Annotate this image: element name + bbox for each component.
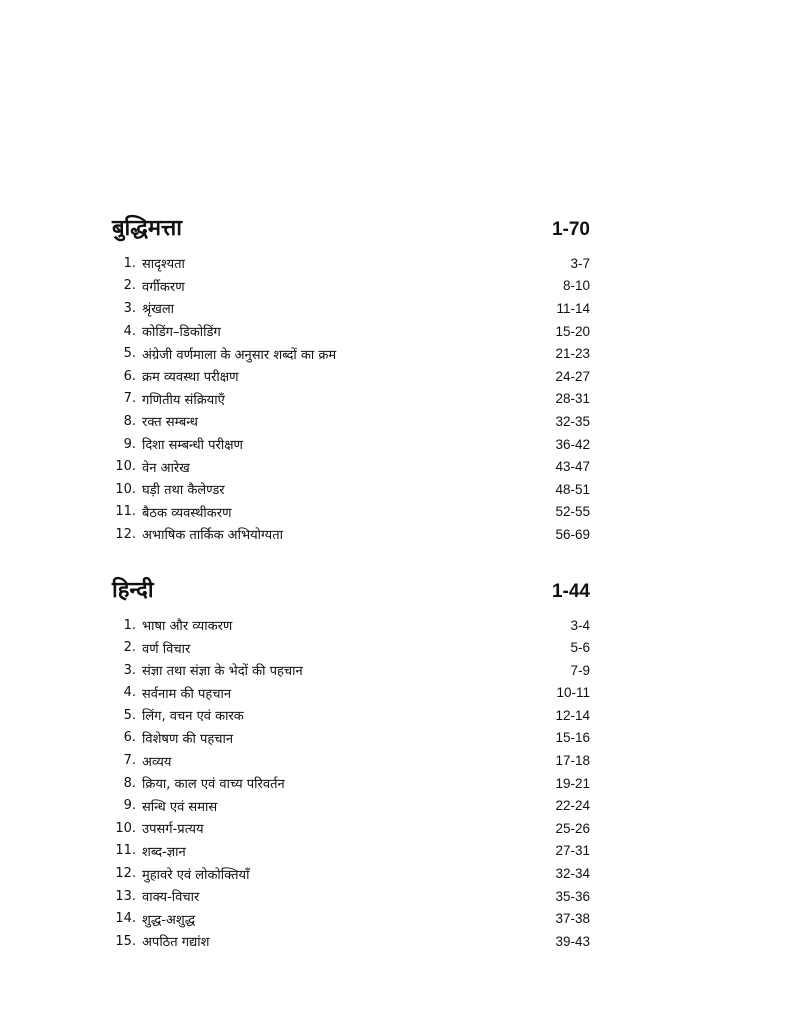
entry-pages: 24-27	[555, 368, 590, 384]
entry-number: 7.	[123, 753, 136, 769]
entry-pages: 11-14	[556, 300, 590, 316]
entry-pages: 37-38	[555, 911, 590, 927]
entry-title: सादृश्यता	[142, 257, 185, 273]
toc-entry[interactable]	[112, 749, 590, 772]
entry-pages: 27-31	[555, 843, 590, 859]
entry-title: विशेषण की पहचान	[142, 731, 234, 747]
entry-pages: 21-23	[555, 346, 590, 362]
entry-title: सन्धि एवं समास	[142, 799, 218, 815]
entry-pages: 12-14	[555, 707, 590, 723]
toc-entry[interactable]	[112, 342, 590, 365]
entry-pages: 36-42	[555, 436, 590, 452]
entry-title: उपसर्ग-प्रत्यय	[142, 822, 204, 838]
entry-title: अभाषिक तार्किक अभियोग्यता	[142, 528, 283, 544]
entry-number: 10.	[115, 459, 136, 475]
entry-pages: 43-47	[555, 459, 590, 475]
entry-pages: 22-24	[555, 798, 590, 814]
toc-entry[interactable]	[112, 659, 590, 682]
entry-title: सर्वनाम की पहचान	[142, 686, 232, 702]
entry-title: शुद्ध-अशुद्ध	[142, 912, 196, 928]
entry-pages: 19-21	[555, 775, 590, 791]
entry-pages: 25-26	[555, 820, 590, 836]
entry-pages: 15-20	[555, 323, 590, 339]
entry-pages: 56-69	[555, 526, 590, 542]
toc-entry[interactable]	[112, 252, 590, 275]
entry-pages: 32-35	[555, 413, 590, 429]
entry-number: 3.	[123, 662, 136, 678]
toc-entry[interactable]	[112, 614, 590, 637]
entry-number: 5.	[123, 707, 136, 723]
entry-number: 14.	[115, 911, 136, 927]
section-page-range: 1-44	[551, 580, 590, 602]
entry-pages: 17-18	[555, 753, 590, 769]
toc-entry[interactable]	[112, 794, 590, 817]
entry-title: वर्गीकरण	[142, 279, 185, 295]
entry-title: भाषा और व्याकरण	[142, 619, 233, 635]
entry-number: 9.	[123, 798, 136, 814]
entry-number: 9.	[123, 436, 136, 452]
entry-number: 10.	[115, 820, 136, 836]
toc-entry[interactable]	[112, 320, 590, 343]
entry-title: अव्यय	[142, 754, 172, 770]
entry-number: 1.	[123, 617, 136, 633]
toc-entry[interactable]	[112, 930, 590, 953]
toc-entry[interactable]	[112, 297, 590, 320]
toc-entry[interactable]	[112, 907, 590, 930]
section-page-range: 1-70	[551, 219, 590, 240]
toc-entry[interactable]	[112, 275, 590, 298]
entry-pages: 3-7	[570, 255, 590, 271]
entry-pages: 7-9	[570, 662, 590, 678]
entry-title: शब्द-ज्ञान	[142, 844, 186, 860]
section-title: बुद्धिमत्ता	[112, 216, 182, 241]
toc-entry[interactable]	[112, 817, 590, 840]
toc-entry[interactable]	[112, 523, 590, 546]
entry-number: 7.	[123, 391, 136, 407]
entry-title: संज्ञा तथा संज्ञा के भेदों की पहचान	[142, 664, 303, 680]
entry-title: मुहावरे एवं लोकोक्तियाँ	[142, 867, 250, 883]
entry-pages: 32-34	[555, 866, 590, 882]
entry-number: 3.	[123, 300, 136, 316]
entry-number: 6.	[123, 368, 136, 384]
entry-pages: 8-10	[562, 278, 590, 294]
entry-number: 4.	[123, 323, 136, 339]
entry-number: 1.	[123, 255, 136, 271]
entry-pages: 48-51	[555, 481, 590, 497]
entry-title: बैठक व्यवस्थीकरण	[142, 505, 232, 521]
entry-title: अंग्रेजी वर्णमाला के अनुसार शब्दों का क्रम	[142, 347, 337, 363]
entry-title: वाक्य-विचार	[142, 890, 200, 906]
entry-title: कोडिंग–डिकोडिंग	[142, 325, 221, 341]
entry-title: घड़ी तथा कैलेण्डर	[142, 483, 225, 499]
entry-title: क्रिया, काल एवं वाच्य परिवर्तन	[142, 777, 285, 793]
entry-pages: 39-43	[555, 933, 590, 949]
entry-list	[112, 614, 590, 953]
section-title: हिन्दी	[112, 577, 154, 603]
entry-title: वेन आरेख	[142, 460, 190, 476]
toc-entry[interactable]	[112, 410, 590, 433]
entry-number: 13.	[115, 888, 136, 904]
entry-list	[112, 252, 590, 546]
entry-number: 4.	[123, 685, 136, 701]
entry-number: 15.	[115, 933, 136, 949]
entry-number: 10.	[115, 481, 136, 497]
section-header	[112, 212, 590, 252]
toc-section	[112, 574, 590, 953]
entry-title: अपठित गद्यांश	[142, 935, 210, 951]
entry-number: 11.	[115, 843, 136, 859]
toc-entry[interactable]	[112, 862, 590, 885]
entry-title: श्रृंखला	[142, 302, 175, 318]
entry-title: क्रम व्यवस्था परीक्षण	[142, 370, 239, 386]
toc-entry[interactable]	[112, 636, 590, 659]
entry-pages: 15-16	[555, 730, 590, 746]
toc-entry[interactable]	[112, 772, 590, 795]
toc-entry[interactable]	[112, 704, 590, 727]
entry-title: रक्त सम्बन्ध	[142, 415, 198, 431]
entry-number: 11.	[115, 504, 136, 520]
entry-number: 12.	[115, 866, 136, 882]
toc-section	[112, 212, 590, 546]
toc-entry[interactable]	[112, 501, 590, 524]
table-of-contents	[112, 212, 590, 953]
entry-pages: 28-31	[555, 391, 590, 407]
toc-entry[interactable]	[112, 840, 590, 863]
entry-title: गणितीय संक्रियाएँ	[142, 392, 225, 408]
entry-number: 8.	[123, 413, 136, 429]
entry-title: लिंग, वचन एवं कारक	[142, 709, 244, 725]
entry-number: 12.	[115, 526, 136, 542]
entry-number: 5.	[123, 346, 136, 362]
entry-number: 8.	[123, 775, 136, 791]
toc-entry[interactable]	[112, 478, 590, 501]
entry-pages: 5-6	[570, 640, 590, 656]
entry-number: 2.	[123, 278, 136, 294]
toc-entry[interactable]	[112, 682, 590, 705]
entry-number: 2.	[123, 640, 136, 656]
toc-entry[interactable]	[112, 365, 590, 388]
entry-number: 6.	[123, 730, 136, 746]
entry-pages: 52-55	[555, 504, 590, 520]
toc-entry[interactable]	[112, 455, 590, 478]
entry-title: वर्ण विचार	[142, 641, 191, 657]
entry-pages: 3-4	[570, 617, 590, 633]
entry-pages: 10-11	[556, 685, 590, 701]
section-header	[112, 574, 590, 614]
toc-entry[interactable]	[112, 433, 590, 456]
toc-entry[interactable]	[112, 885, 590, 908]
entry-title: दिशा सम्बन्धी परीक्षण	[142, 438, 243, 454]
toc-entry[interactable]	[112, 727, 590, 750]
entry-pages: 35-36	[555, 888, 590, 904]
toc-entry[interactable]	[112, 388, 590, 411]
